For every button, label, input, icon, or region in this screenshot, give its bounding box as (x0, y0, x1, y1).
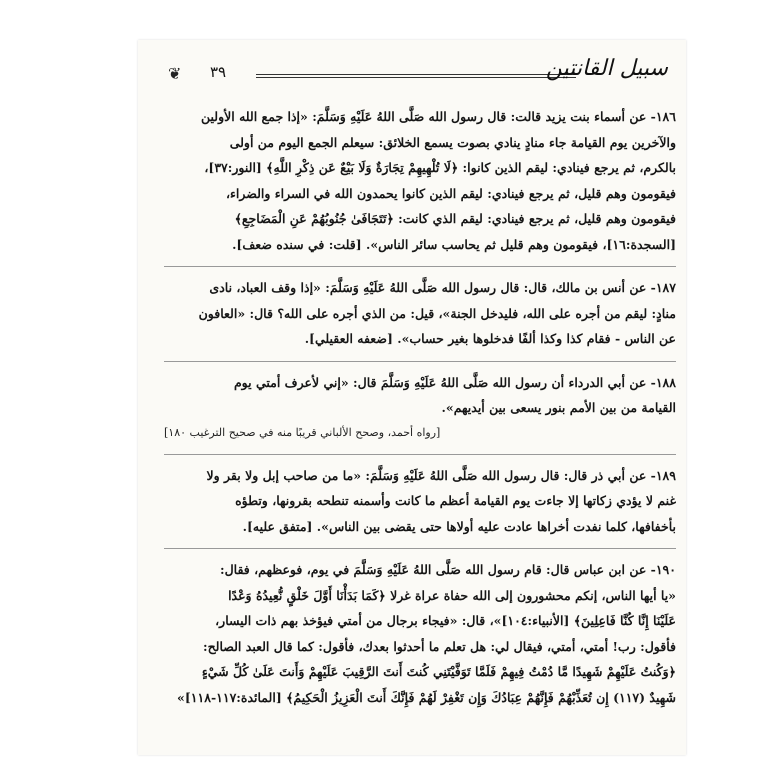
book-page (138, 40, 686, 755)
hadith-189 (164, 463, 676, 540)
text-line: شَهِيدٌ (١١٧) إِن تُعَذِّبْهُمْ فَإِنَّهُمْ عِبَادُكَ وَإِن تَغْفِرْ لَهُمْ فَإِنَّكَ أَنتَ الْعَزِيزُ الْحَكِيمُ﴾ [المائدة:١١٧-١١٨]» (177, 689, 676, 705)
running-title: سبيل القانتين (545, 56, 668, 81)
text-line: بأخفافها، كلما نفدت أخراها عادت عليه أولاها حتى يقضى بين الناس». [متفق عليه]. (242, 518, 676, 534)
page-body (164, 104, 676, 719)
text-line: ١٨٨- عن أبي الدرداء أن رسول الله صَلَّى اللهُ عَلَيْهِ وَسَلَّمَ قال: «إني لأعرف أمتي يوم (233, 374, 676, 390)
text-line: والآخرين يوم القيامة جاء منادٍ ينادي بصوت يسمع الخلائق: سيعلم الجمع اليوم من أولى (229, 134, 676, 150)
text-line: عَلَيْنَا إِنَّا كُنَّا فَاعِلِينَ﴾ [الأنبياء:١٠٤]»، قال: «فيجاء برجال من أمتي فيؤخذ بهم ذات اليسار، (215, 613, 676, 628)
header-rule (256, 74, 576, 75)
text-line: منادٍ: ليقم من أجره على الله، فليدخل الجنة»، قيل: من الذي أجره على الله؟ قال: «العافون (198, 305, 676, 321)
text-line: ١٨٧- عن أنس بن مالك، قال: قال رسول الله صَلَّى اللهُ عَلَيْهِ وَسَلَّمَ: «إذا وقف العباد، نادى (209, 280, 676, 295)
text-line: فأقول: رب! أمتي، أمتي، فيقال لي: هل تعلم ما أحدثوا بعدك، فأقول: كما قال العبد الصالح: (202, 638, 676, 654)
hadith-188 (164, 370, 676, 445)
text-line: ﴿وَكُنتُ عَلَيْهِمْ شَهِيدًا مَّا دُمْتُ فِيهِمْ فَلَمَّا تَوَفَّيْتَنِي كُنتَ أَنتَ الرَّقِيبَ عَلَيْهِمْ وَأَنتَ عَلَىٰ كُلِّ شَيْءٍ (201, 664, 676, 679)
text-line: القيامة من بين الأمم بنور يسعى بين أيديهم». (441, 400, 676, 415)
text-line: غنم لا يؤدي زكاتها إلا جاءت يوم القيامة أعظم ما كانت وأسمنه تنطحه بقرونها، وتطؤه (235, 493, 676, 508)
source-reference: [رواه أحمد، وصحح الألباني قريبًا منه في صحيح الترغيب ١٨٠] (164, 425, 441, 439)
text-line: [السجدة:١٦]، فيقومون وهم قليل ثم يحاسب سائر الناس». [قلت: في سنده ضعف]. (232, 236, 676, 252)
page-number: ٣٩ (210, 63, 227, 81)
hadith-190 (164, 557, 676, 710)
text-line: ١٨٦- عن أسماء بنت يزيد قالت: قال رسول الله صَلَّى اللهُ عَلَيْهِ وَسَلَّمَ: «إذا جمع الله الأولين (201, 109, 676, 124)
section-divider (164, 266, 676, 267)
page-header (168, 56, 668, 96)
text-line: عن الناس - فقام كذا وكذا ألفًا فدخلوها بغير حساب». [ضعفه العقيلي]. (304, 331, 676, 346)
header-rule-double (256, 77, 576, 78)
text-line: فيقومون وهم قليل، ثم يرجع فينادي: ليقم الذي كانت: ﴿تَتَجَافَىٰ جُنُوبُهُمْ عَنِ الْمَضَاجِعِ﴾ (234, 211, 676, 226)
section-divider (164, 361, 676, 362)
text-line: «يا أيها الناس، إنكم محشورون إلى الله حفاة عراة غرلا ﴿كَمَا بَدَأْنَا أَوَّلَ خَلْقٍ نُّعِيدُهُ وَعْدًا (228, 587, 676, 603)
text-line: فيقومون وهم قليل، ثم يرجع فينادي: ليقم الذين كانوا يحمدون الله في السراء والضراء، (225, 185, 676, 201)
text-line: ١٨٩- عن أبي ذر قال: قال رسول الله صَلَّى اللهُ عَلَيْهِ وَسَلَّمَ: «ما من صاحب إبل ولا بقر ولا (206, 467, 676, 483)
hadith-187 (164, 275, 676, 352)
text-line: ١٩٠- عن ابن عباس قال: قام رسول الله صَلَّى اللهُ عَلَيْهِ وَسَلَّمَ في يوم، فوعظهم، فقال: (219, 562, 676, 577)
text-line: بالكرم، ثم يرجع فينادي: ليقم الذين كانوا: ﴿لَا تُلْهِيهِمْ تِجَارَةٌ وَلَا بَيْعٌ عَن ذِكْرِ اللَّهِ﴾ [النور:٣٧]، (204, 160, 676, 175)
ornament-icon: ❦ (168, 64, 182, 83)
section-divider (164, 548, 676, 549)
section-divider (164, 454, 676, 455)
hadith-186 (164, 104, 676, 257)
